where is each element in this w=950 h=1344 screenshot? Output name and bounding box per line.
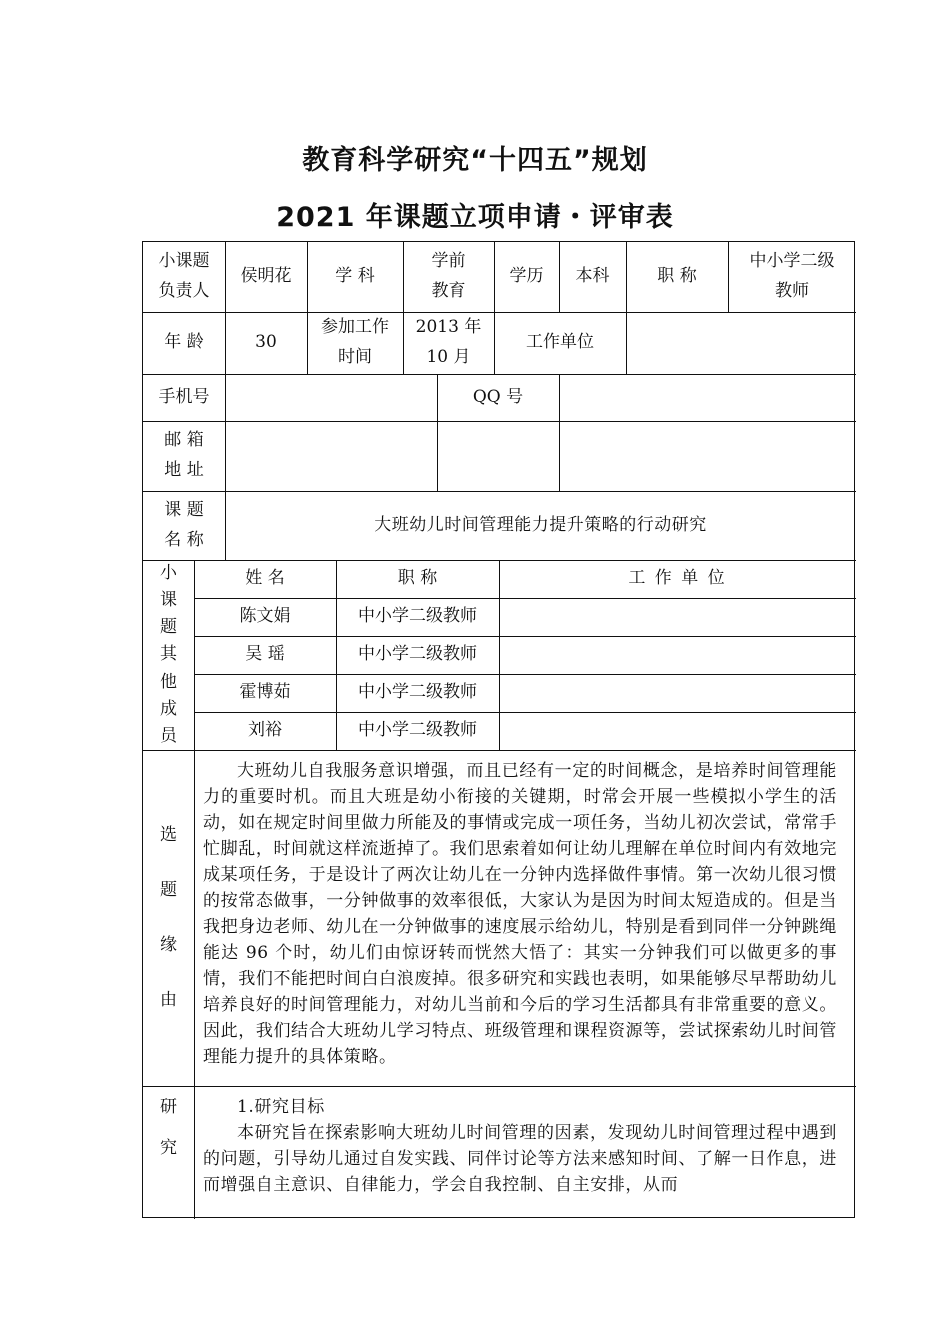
- col-divider: [194, 750, 195, 1219]
- work-time-value: 2013 年 10 月: [415, 317, 482, 367]
- qq-value[interactable]: [559, 374, 856, 421]
- members-side-label: 小 课 题 其 他 成 员: [160, 562, 177, 746]
- age-value: 30: [255, 332, 277, 353]
- age-label: 年 龄: [164, 332, 204, 353]
- member-name: 吴 瑶: [245, 644, 285, 665]
- member-title: 中小学二级教师: [358, 644, 477, 665]
- research-text: 本研究旨在探索影响大班幼儿时间管理的因素，发现幼儿时间管理过程中遇到的问题，引导幼儿通过自发实践、同伴讨论等方法来感知时间、了解一日作息，进而增强自主意识、自律能力，学会自我控制、自主安排，从而: [203, 1123, 837, 1195]
- member-title: 中小学二级教师: [358, 720, 477, 741]
- form-subtitle: 2021 年课题立项申请・评审表: [276, 202, 674, 233]
- members-header-unit: 工 作 单 位: [628, 568, 727, 589]
- job-title-label: 职 称: [657, 266, 697, 287]
- members-header-title: 职 称: [397, 568, 438, 589]
- job-title-value: 中小学二级 教师: [749, 251, 835, 301]
- work-time-label: 参加工作 时间: [321, 317, 389, 367]
- subject-value: 学前 教育: [431, 251, 466, 301]
- research-text-block: [203, 1094, 837, 1198]
- row-divider: [143, 1086, 856, 1087]
- leader-value: 侯明花: [240, 266, 292, 287]
- member-name: 霍博茹: [239, 682, 291, 703]
- application-form-table: [142, 241, 855, 1218]
- form-title: 教育科学研究“十四五”规划: [302, 145, 648, 176]
- reason-text-block: [203, 758, 837, 1070]
- topic-label: 课 题 名 称: [164, 499, 204, 550]
- members-header-name: 姓 名: [245, 568, 285, 589]
- member-name: 陈文娟: [239, 606, 291, 627]
- phone-label: 手机号: [158, 386, 210, 407]
- subject-label: 学 科: [335, 266, 375, 287]
- reason-side-label: 选 题 缘 由: [160, 824, 177, 1011]
- education-label: 学历: [509, 266, 544, 287]
- address-label: 邮 箱 地 址: [164, 430, 204, 480]
- qq-label: QQ 号: [472, 386, 524, 407]
- education-value: 本科: [575, 266, 610, 287]
- row-divider: [143, 421, 856, 422]
- work-unit-label: 工作单位: [526, 332, 594, 353]
- row-divider: [143, 750, 856, 751]
- member-title: 中小学二级教师: [358, 606, 477, 627]
- member-name: 刘裕: [248, 720, 282, 741]
- member-title: 中小学二级教师: [358, 682, 477, 703]
- research-side-label: 研 究: [160, 1097, 177, 1159]
- research-subheading: 1.研究目标: [237, 1097, 325, 1117]
- work-unit-value[interactable]: [626, 312, 856, 374]
- leader-label: 小课题 负责人: [158, 251, 210, 301]
- phone-value[interactable]: [225, 374, 437, 421]
- reason-text: 大班幼儿自我服务意识增强，而且已经有一定的时间概念，是培养时间管理能力的重要时机。而且大班是幼小衔接的关键期，时常会开展一些模拟小学生的活动，如在规定时间里做力所能及的事情或完成一项任务，当幼儿初次尝试，常常手忙脚乱，时间就这样流逝掉了。我们思索着如何让幼儿理解在单位时间内有效地完成某项任务，于是设计了两次让幼儿在一分钟内选择做件事情。第一次幼儿很习惯的按常态做事，一分钟做事的效率很低，大家认为是因为时间太短造成的。但是当我把身边老师、幼儿在一分钟做事的速度展示给幼儿，特别是看到同伴一分钟跳绳能达 96 个时，幼儿们由惊讶转而恍然大悟了：其实一分钟我们可以做更多的事情，我们不能把时间白白浪废掉。很多研究和实践也表明，如果能够尽早帮助幼儿培养良好的时间管理能力，对幼儿当前和今后的学习生活都具有非常重要的意义。因此，我们结合大班幼儿学习特点、班级管理和课程资源等，尝试探索幼儿时间管理能力提升的具体策略。: [203, 761, 837, 1067]
- topic-value: 大班幼儿时间管理能力提升策略的行动研究: [374, 514, 707, 535]
